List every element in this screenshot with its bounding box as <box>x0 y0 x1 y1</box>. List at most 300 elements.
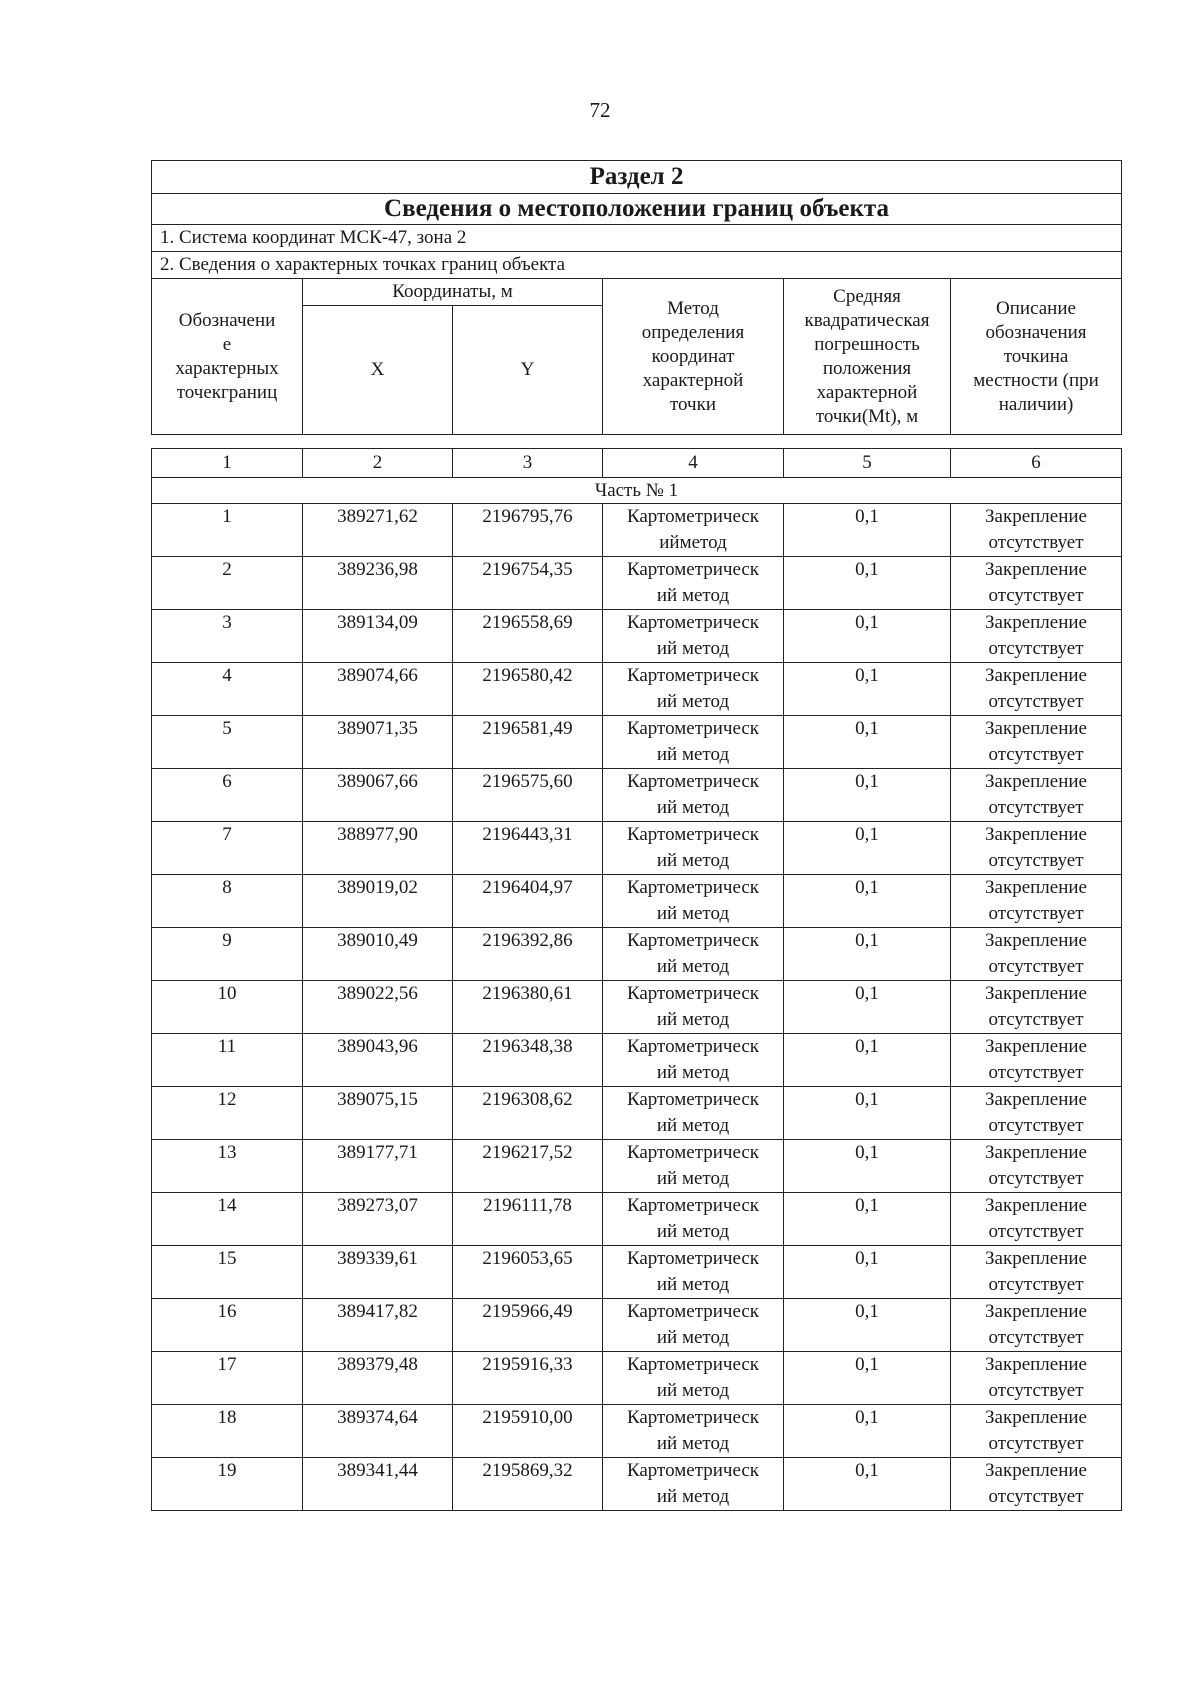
cell-text: 389067,66 <box>337 771 418 792</box>
cell-text: 0,1 <box>855 506 879 527</box>
x-coordinate-cell <box>303 1087 453 1140</box>
point-number-cell <box>152 557 303 610</box>
cell-text: 389043,96 <box>337 1036 418 1057</box>
y-coordinate-cell <box>453 1087 603 1140</box>
header-line: определения <box>641 321 745 343</box>
cell-text: Картометрическ <box>626 1460 760 1481</box>
part-row <box>152 478 1122 504</box>
cell-text: Закрепление <box>985 1301 1087 1322</box>
cell-text: отсутствует <box>988 638 1084 659</box>
cell-text: ий метод <box>656 797 730 818</box>
cell-text: 389236,98 <box>337 559 418 580</box>
header-line: точки <box>669 393 716 415</box>
table-row <box>152 716 1122 769</box>
table-row <box>152 663 1122 716</box>
cell-text: 15 <box>217 1248 237 1269</box>
fixation-cell <box>951 1458 1122 1511</box>
cell-text: 0,1 <box>855 1142 879 1163</box>
y-coordinate-cell <box>453 1458 603 1511</box>
cell-text: 389417,82 <box>337 1301 418 1322</box>
cell-text: 4 <box>222 665 232 686</box>
method-cell <box>603 981 784 1034</box>
x-coordinate-cell <box>303 663 453 716</box>
x-coordinate-cell <box>303 1352 453 1405</box>
point-number-cell <box>152 1352 303 1405</box>
cell-text: 2196575,60 <box>482 771 573 792</box>
cell-text: ий метод <box>656 1062 730 1083</box>
cell-text: 2195869,32 <box>482 1460 573 1481</box>
table-row <box>152 981 1122 1034</box>
cell-text: Картометрическ <box>626 1301 760 1322</box>
cell-text: отсутствует <box>988 903 1084 924</box>
method-cell <box>603 769 784 822</box>
cell-text: ий метод <box>656 1327 730 1348</box>
cell-text: отсутствует <box>988 1168 1084 1189</box>
fixation-cell <box>951 663 1122 716</box>
cell-text: Картометрическ <box>626 1142 760 1163</box>
x-coordinate-cell <box>303 1405 453 1458</box>
cell-text: Закрепление <box>985 506 1087 527</box>
cell-text: 2196111,78 <box>483 1195 572 1216</box>
y-coordinate-cell <box>453 981 603 1034</box>
header-line: точки(Mt), м <box>815 405 919 427</box>
cell-text: Картометрическ <box>626 718 760 739</box>
cell-text: 16 <box>217 1301 237 1322</box>
header-line: квадратическая <box>804 309 930 331</box>
header-line: координат <box>651 345 735 367</box>
cell-text: 17 <box>217 1354 237 1375</box>
cell-text: ий метод <box>656 956 730 977</box>
cell-text: Закрепление <box>985 1248 1087 1269</box>
cell-text: Картометрическ <box>626 771 760 792</box>
cell-text: 2196795,76 <box>482 506 573 527</box>
method-cell <box>603 1087 784 1140</box>
cell-text: 0,1 <box>855 665 879 686</box>
cell-text: Закрепление <box>985 1089 1087 1110</box>
cell-text: ий метод <box>656 1168 730 1189</box>
cell-text: отсутствует <box>988 744 1084 765</box>
header-line: обозначения <box>985 321 1087 343</box>
cell-text: 8 <box>222 877 232 898</box>
y-coordinate-cell <box>453 822 603 875</box>
cell-text: 389134,09 <box>337 612 418 633</box>
cell-text: Картометрическ <box>626 1407 760 1428</box>
cell-text: Закрепление <box>985 877 1087 898</box>
y-coordinate-cell <box>453 610 603 663</box>
header-line: точекграниц <box>176 381 278 403</box>
cell-text: 2196404,97 <box>482 877 573 898</box>
cell-text: Закрепление <box>985 559 1087 580</box>
cell-text: 6 <box>222 771 232 792</box>
point-number-cell <box>152 1405 303 1458</box>
point-number-cell <box>152 1034 303 1087</box>
cell-text: Закрепление <box>985 1195 1087 1216</box>
point-number-cell <box>152 1087 303 1140</box>
table-row <box>152 1087 1122 1140</box>
part-label: Часть № 1 <box>152 478 1122 504</box>
y-coordinate-cell <box>453 557 603 610</box>
cell-text: отсутствует <box>988 1327 1084 1348</box>
method-cell <box>603 1193 784 1246</box>
point-number-cell <box>152 1246 303 1299</box>
y-coordinate-cell <box>453 769 603 822</box>
table-row <box>152 610 1122 663</box>
cell-text: 2196348,38 <box>482 1036 573 1057</box>
cell-text: 2196581,49 <box>482 718 573 739</box>
x-coordinate-cell <box>303 875 453 928</box>
column-number: 3 <box>453 449 603 478</box>
x-coordinate-cell <box>303 610 453 663</box>
x-coordinate-cell <box>303 928 453 981</box>
error-cell <box>784 928 951 981</box>
cell-text: 389341,44 <box>337 1460 418 1481</box>
cell-text: ий метод <box>656 850 730 871</box>
cell-text: 0,1 <box>855 1354 879 1375</box>
cell-text: 0,1 <box>855 930 879 951</box>
cell-text: ийметод <box>659 532 727 553</box>
table-row <box>152 1299 1122 1352</box>
cell-text: отсутствует <box>988 691 1084 712</box>
header-line: Средняя <box>833 285 901 307</box>
y-coordinate-cell <box>453 1299 603 1352</box>
fixation-cell <box>951 1034 1122 1087</box>
method-cell <box>603 1299 784 1352</box>
cell-text: 2196053,65 <box>482 1248 573 1269</box>
cell-text: ий метод <box>656 744 730 765</box>
table-row <box>152 1405 1122 1458</box>
cell-text: Закрепление <box>985 1036 1087 1057</box>
cell-text: ий метод <box>656 903 730 924</box>
cell-text: 2196558,69 <box>482 612 573 633</box>
header-line: местности (при <box>973 369 1099 391</box>
table-row <box>152 1140 1122 1193</box>
cell-text: ий метод <box>656 638 730 659</box>
y-header: Y <box>453 306 603 435</box>
header-line: е <box>222 333 232 355</box>
method-cell <box>603 716 784 769</box>
cell-text: отсутствует <box>988 797 1084 818</box>
header-line: положения <box>822 357 912 379</box>
error-cell <box>784 1352 951 1405</box>
error-cell <box>784 769 951 822</box>
cell-text: 389273,07 <box>337 1195 418 1216</box>
cell-text: ий метод <box>656 691 730 712</box>
method-cell <box>603 663 784 716</box>
method-cell <box>603 1140 784 1193</box>
method-cell <box>603 875 784 928</box>
error-header <box>784 279 951 435</box>
designation-header <box>152 279 303 435</box>
x-coordinate-cell <box>303 1140 453 1193</box>
x-coordinate-cell <box>303 1034 453 1087</box>
method-cell <box>603 557 784 610</box>
error-cell <box>784 663 951 716</box>
error-cell <box>784 1034 951 1087</box>
cell-text: Закрепление <box>985 983 1087 1004</box>
error-cell <box>784 822 951 875</box>
y-coordinate-cell <box>453 875 603 928</box>
cell-text: Закрепление <box>985 771 1087 792</box>
x-coordinate-cell <box>303 822 453 875</box>
fixation-cell <box>951 981 1122 1034</box>
cell-text: 388977,90 <box>337 824 418 845</box>
cell-text: 0,1 <box>855 983 879 1004</box>
error-cell <box>784 1087 951 1140</box>
cell-text: 389019,02 <box>337 877 418 898</box>
cell-text: 5 <box>222 718 232 739</box>
point-number-cell <box>152 981 303 1034</box>
cell-text: ий метод <box>656 1221 730 1242</box>
fixation-cell <box>951 1352 1122 1405</box>
cell-text: Картометрическ <box>626 1036 760 1057</box>
error-cell <box>784 1458 951 1511</box>
header-line: Описание <box>996 297 1076 319</box>
cell-text: 2 <box>222 559 232 580</box>
cell-text: 0,1 <box>855 877 879 898</box>
x-coordinate-cell <box>303 1458 453 1511</box>
cell-text: ий метод <box>656 1009 730 1030</box>
column-number: 6 <box>951 449 1122 478</box>
cell-text: 0,1 <box>855 612 879 633</box>
coordinate-system-line: 1. Система координат МСК-47, зона 2 <box>152 225 1122 252</box>
cell-text: 2196380,61 <box>482 983 573 1004</box>
cell-text: 0,1 <box>855 559 879 580</box>
error-cell <box>784 1140 951 1193</box>
cell-text: 2196392,86 <box>482 930 573 951</box>
cell-text: 2196308,62 <box>482 1089 573 1110</box>
column-number: 1 <box>152 449 303 478</box>
header-line: характерной <box>816 381 918 403</box>
y-coordinate-cell <box>453 1246 603 1299</box>
fixation-cell <box>951 769 1122 822</box>
cell-text: 9 <box>222 930 232 951</box>
fixation-cell <box>951 1193 1122 1246</box>
point-number-cell <box>152 1299 303 1352</box>
cell-text: Закрепление <box>985 1142 1087 1163</box>
cell-text: 2196443,31 <box>482 824 573 845</box>
cell-text: 389339,61 <box>337 1248 418 1269</box>
table-row <box>152 928 1122 981</box>
cell-text: отсутствует <box>988 850 1084 871</box>
cell-text: Картометрическ <box>626 1354 760 1375</box>
table-row <box>152 822 1122 875</box>
y-coordinate-cell <box>453 716 603 769</box>
table-row <box>152 1246 1122 1299</box>
x-coordinate-cell <box>303 716 453 769</box>
cell-text: 12 <box>217 1089 237 1110</box>
cell-text: 0,1 <box>855 1407 879 1428</box>
cell-text: Закрепление <box>985 718 1087 739</box>
object-title: Сведения о местоположении границ объекта <box>152 194 1122 225</box>
method-cell <box>603 928 784 981</box>
cell-text: 2195916,33 <box>482 1354 573 1375</box>
fixation-cell <box>951 928 1122 981</box>
header-line: Обозначени <box>178 309 276 331</box>
table-row <box>152 1034 1122 1087</box>
header-line: Метод <box>667 297 719 319</box>
cell-text: 19 <box>217 1460 237 1481</box>
cell-text: 2195966,49 <box>482 1301 573 1322</box>
method-header <box>603 279 784 435</box>
fixation-cell <box>951 557 1122 610</box>
cell-text: 389374,64 <box>337 1407 418 1428</box>
header-line: наличии) <box>998 393 1074 415</box>
point-number-cell <box>152 928 303 981</box>
cell-text: Картометрическ <box>626 1089 760 1110</box>
cell-text: Закрепление <box>985 1460 1087 1481</box>
fixation-cell <box>951 1246 1122 1299</box>
y-coordinate-cell <box>453 1405 603 1458</box>
method-cell <box>603 1034 784 1087</box>
method-cell <box>603 1352 784 1405</box>
cell-text: Закрепление <box>985 824 1087 845</box>
table-row <box>152 769 1122 822</box>
cell-text: 1 <box>222 506 232 527</box>
header-line: характерной <box>642 369 744 391</box>
cell-text: отсутствует <box>988 1221 1084 1242</box>
x-coordinate-cell <box>303 1193 453 1246</box>
cell-text: отсутствует <box>988 532 1084 553</box>
method-cell <box>603 1246 784 1299</box>
y-coordinate-cell <box>453 928 603 981</box>
error-cell <box>784 1299 951 1352</box>
fixation-cell <box>951 610 1122 663</box>
cell-text: 389010,49 <box>337 930 418 951</box>
fixation-cell <box>951 716 1122 769</box>
error-cell <box>784 716 951 769</box>
error-cell <box>784 875 951 928</box>
cell-text: 0,1 <box>855 1460 879 1481</box>
x-coordinate-cell <box>303 1246 453 1299</box>
cell-text: 14 <box>217 1195 237 1216</box>
cell-text: ий метод <box>656 1486 730 1507</box>
table-row <box>152 875 1122 928</box>
cell-text: отсутствует <box>988 1433 1084 1454</box>
fixation-cell <box>951 875 1122 928</box>
header-line: точкина <box>1003 345 1069 367</box>
column-number: 2 <box>303 449 453 478</box>
method-cell <box>603 1458 784 1511</box>
cell-text: отсутствует <box>988 1009 1084 1030</box>
table-row <box>152 1193 1122 1246</box>
point-number-cell <box>152 769 303 822</box>
cell-text: Закрепление <box>985 1407 1087 1428</box>
cell-text: отсутствует <box>988 1380 1084 1401</box>
cell-text: Картометрическ <box>626 665 760 686</box>
point-number-cell <box>152 610 303 663</box>
fixation-cell <box>951 1299 1122 1352</box>
y-coordinate-cell <box>453 1352 603 1405</box>
point-number-cell <box>152 716 303 769</box>
cell-text: Картометрическ <box>626 1195 760 1216</box>
cell-text: ий метод <box>656 585 730 606</box>
cell-text: отсутствует <box>988 1486 1084 1507</box>
error-cell <box>784 557 951 610</box>
cell-text: 13 <box>217 1142 237 1163</box>
point-number-cell <box>152 875 303 928</box>
cell-text: 2196580,42 <box>482 665 573 686</box>
column-number: 4 <box>603 449 784 478</box>
cell-text: 0,1 <box>855 1301 879 1322</box>
cell-text: Картометрическ <box>626 877 760 898</box>
header-line: погрешность <box>814 333 920 355</box>
error-cell <box>784 504 951 557</box>
fixation-cell <box>951 1087 1122 1140</box>
cell-text: 0,1 <box>855 1036 879 1057</box>
y-coordinate-cell <box>453 1140 603 1193</box>
x-coordinate-cell <box>303 1299 453 1352</box>
y-coordinate-cell <box>453 663 603 716</box>
column-number: 5 <box>784 449 951 478</box>
point-number-cell <box>152 504 303 557</box>
cell-text: отсутствует <box>988 1062 1084 1083</box>
cell-text: Закрепление <box>985 1354 1087 1375</box>
header-table <box>151 160 1122 435</box>
cell-text: ий метод <box>656 1115 730 1136</box>
page-number: 72 <box>589 98 611 122</box>
error-cell <box>784 1405 951 1458</box>
cell-text: Картометрическ <box>626 824 760 845</box>
y-coordinate-cell <box>453 1193 603 1246</box>
cell-text: 389071,35 <box>337 718 418 739</box>
cell-text: 0,1 <box>855 718 879 739</box>
cell-text: 0,1 <box>855 1089 879 1110</box>
x-header: X <box>303 306 453 435</box>
cell-text: 10 <box>217 983 237 1004</box>
fixation-cell <box>951 504 1122 557</box>
cell-text: 11 <box>217 1036 237 1057</box>
cell-text: отсутствует <box>988 585 1084 606</box>
header-line: характерных <box>175 357 279 379</box>
cell-text: 0,1 <box>855 1195 879 1216</box>
x-coordinate-cell <box>303 557 453 610</box>
point-number-cell <box>152 1458 303 1511</box>
y-coordinate-cell <box>453 504 603 557</box>
cell-text: 0,1 <box>855 771 879 792</box>
cell-text: 2195910,00 <box>482 1407 573 1428</box>
cell-text: 7 <box>222 824 232 845</box>
method-cell <box>603 822 784 875</box>
fixation-cell <box>951 822 1122 875</box>
point-number-cell <box>152 1140 303 1193</box>
cell-text: ий метод <box>656 1274 730 1295</box>
cell-text: Закрепление <box>985 665 1087 686</box>
cell-text: Картометрическ <box>626 612 760 633</box>
cell-text: отсутствует <box>988 956 1084 977</box>
error-cell <box>784 981 951 1034</box>
coordinates-header: Координаты, м <box>303 279 603 306</box>
cell-text: 2196754,35 <box>482 559 573 580</box>
error-cell <box>784 1246 951 1299</box>
cell-text: 0,1 <box>855 824 879 845</box>
cell-text: 0,1 <box>855 1248 879 1269</box>
description-header <box>951 279 1122 435</box>
table-row <box>152 1458 1122 1511</box>
point-number-cell <box>152 1193 303 1246</box>
cell-text: Картометрическ <box>626 506 760 527</box>
cell-text: Картометрическ <box>626 930 760 951</box>
cell-text: отсутствует <box>988 1274 1084 1295</box>
point-number-cell <box>152 663 303 716</box>
cell-text: 389177,71 <box>337 1142 418 1163</box>
cell-text: Картометрическ <box>626 559 760 580</box>
method-cell <box>603 610 784 663</box>
x-coordinate-cell <box>303 769 453 822</box>
x-coordinate-cell <box>303 981 453 1034</box>
cell-text: ий метод <box>656 1433 730 1454</box>
error-cell <box>784 1193 951 1246</box>
column-number-row <box>152 449 1122 478</box>
